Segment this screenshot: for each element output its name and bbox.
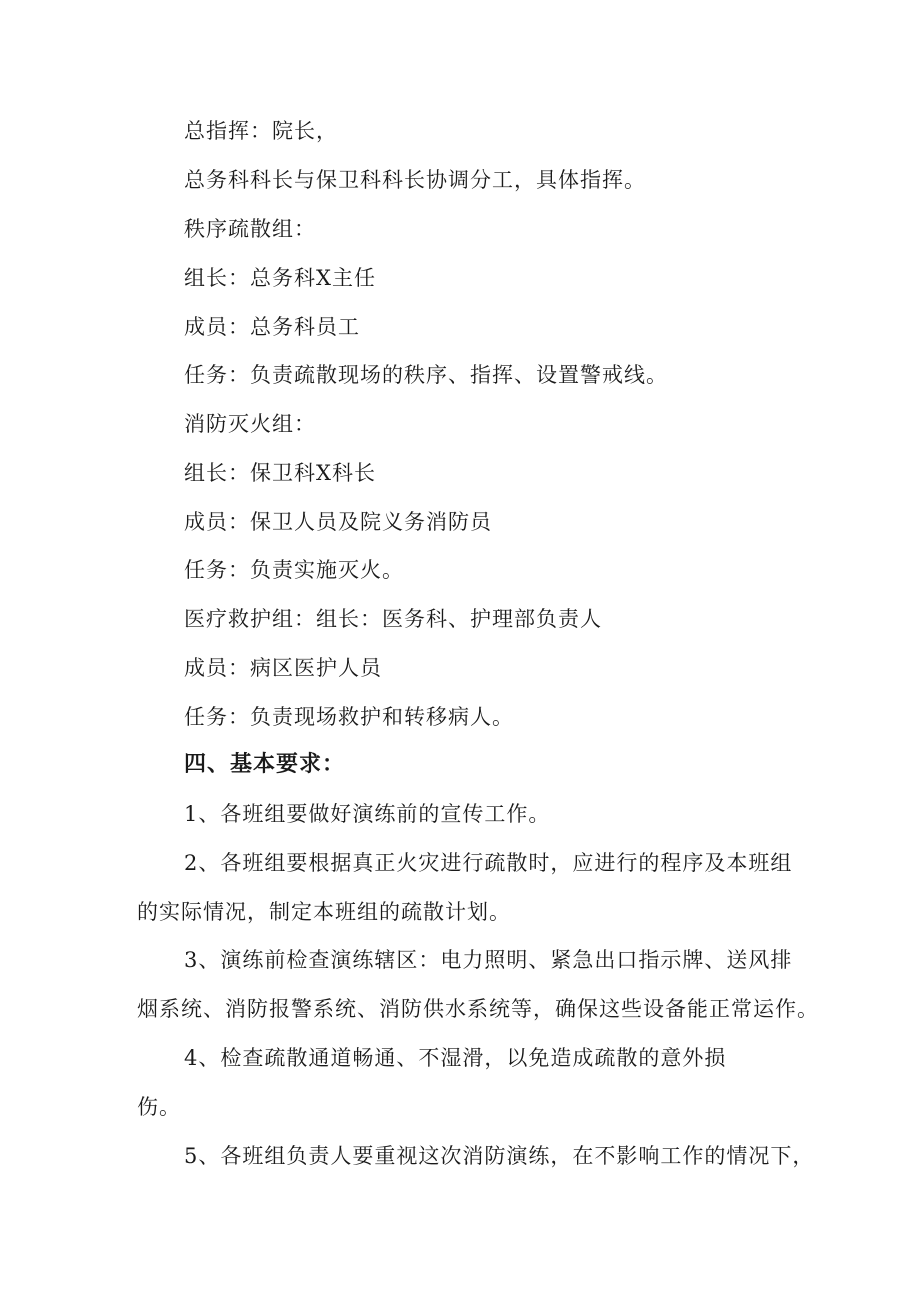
text-line: 成员：病区医护人员: [184, 656, 382, 680]
text-line: 伤。: [137, 1095, 181, 1119]
text-line: 任务：负责疏散现场的秩序、指挥、设置警戒线。: [184, 363, 668, 387]
text-line: 医疗救护组：组长：医务科、护理部负责人: [184, 607, 602, 631]
text-line: 的实际情况，制定本班组的疏散计划。: [137, 900, 511, 924]
text-line: 组长：保卫科X科长: [184, 461, 376, 485]
text-line: 5、各班组负责人要重视这次消防演练，在不影响工作的情况下，: [184, 1144, 815, 1168]
text-line: 1、各班组要做好演练前的宣传工作。: [184, 802, 551, 826]
text-line: 总务科科长与保卫科科长协调分工，具体指挥。: [184, 168, 646, 192]
text-line: 组长：总务科X主任: [184, 266, 376, 290]
text-line: 2、各班组要根据真正火灾进行疏散时，应进行的程序及本班组: [184, 851, 793, 875]
text-line: 4、检查疏散通道畅通、不湿滑，以免造成疏散的意外损: [184, 1046, 727, 1070]
section-heading: 四、基本要求：: [184, 752, 346, 777]
text-line: 任务：负责现场救护和转移病人。: [184, 705, 514, 729]
text-line: 成员：保卫人员及院义务消防员: [184, 510, 492, 534]
text-line: 总指挥：院长，: [184, 119, 338, 143]
text-line: 成员：总务科员工: [184, 315, 360, 339]
text-line: 消防灭火组：: [184, 412, 316, 436]
text-line: 烟系统、消防报警系统、消防供水系统等，确保这些设备能正常运作。: [137, 997, 819, 1021]
text-line: 3、演练前检查演练辖区：电力照明、紧急出口指示牌、送风排: [184, 948, 793, 972]
text-line: 任务：负责实施灭火。: [184, 558, 404, 582]
text-line: 秩序疏散组：: [184, 217, 316, 241]
